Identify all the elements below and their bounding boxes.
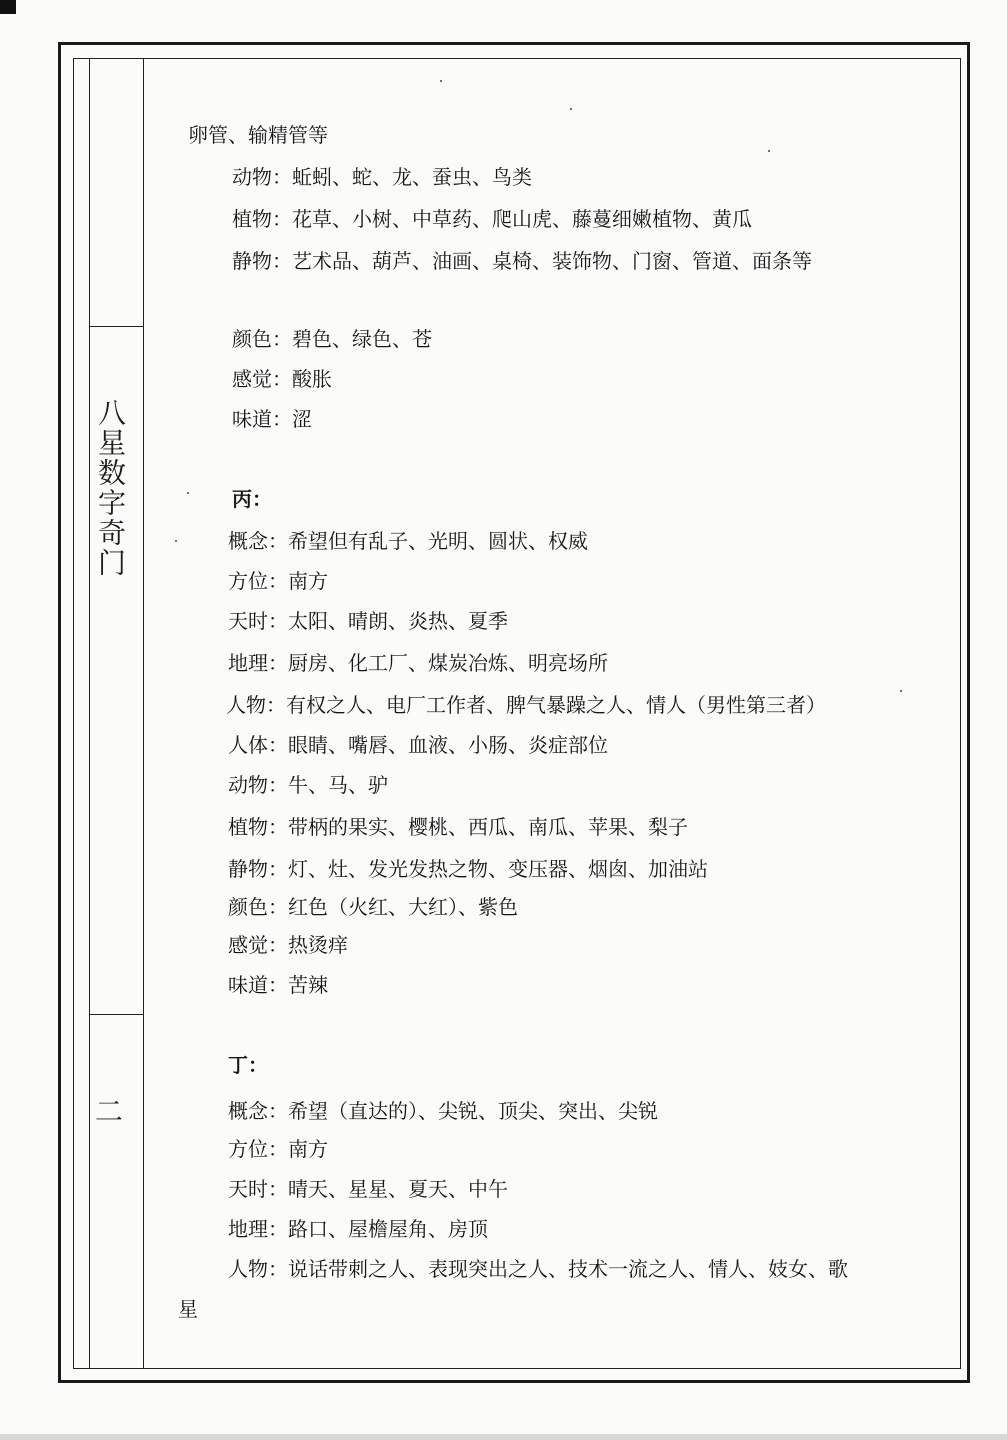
text-line: 颜色：红色（火红、大红）、紫色 (228, 895, 518, 919)
text-line: 天时：太阳、晴朗、炎热、夏季 (228, 609, 508, 633)
scan-bottom-edge (0, 1434, 1007, 1440)
sidebar-divider-top (89, 326, 144, 327)
text-line: 感觉：酸胀 (232, 367, 332, 391)
text-line: 植物：花草、小树、中草药、爬山虎、藤蔓细嫩植物、黄瓜 (232, 207, 752, 231)
text-line: 卵管、输精管等 (188, 123, 328, 147)
text-line: 味道：涩 (232, 407, 312, 431)
book-title: 八星数字奇门 (94, 398, 127, 578)
text-line: 味道：苦辣 (228, 973, 328, 997)
text-line: 概念：希望但有乱子、光明、圆状、权威 (228, 529, 588, 553)
text-line: 静物：灯、灶、发光发热之物、变压器、烟囱、加油站 (228, 857, 708, 881)
text-line: 植物：带柄的果实、樱桃、西瓜、南瓜、苹果、梨子 (228, 815, 688, 839)
scan-speck (187, 492, 189, 494)
text-line: 静物：艺术品、葫芦、油画、桌椅、装饰物、门窗、管道、面条等 (232, 249, 812, 273)
scan-speck (175, 540, 177, 542)
text-line: 感觉：热烫痒 (228, 933, 348, 957)
text-line: 人体：眼睛、嘴唇、血液、小肠、炎症部位 (228, 733, 608, 757)
page-number: 二 (94, 1095, 123, 1128)
text-line: 天时：晴天、星星、夏天、中午 (228, 1177, 508, 1201)
text-line: 人物：有权之人、电厂工作者、脾气暴躁之人、情人（男性第三者） (226, 693, 826, 717)
sidebar-column (89, 58, 144, 1369)
text-line: 方位：南方 (228, 1137, 328, 1161)
section-heading-bing: 丙： (232, 487, 272, 511)
scan-corner-mark (0, 0, 16, 14)
section-heading-ding: 丁： (228, 1053, 268, 1077)
text-line: 人物：说话带刺之人、表现突出之人、技术一流之人、情人、妓女、歌 (228, 1257, 848, 1281)
scan-speck (440, 80, 442, 82)
scan-speck (570, 108, 572, 110)
text-line: 动物：蚯蚓、蛇、龙、蚕虫、鸟类 (232, 165, 532, 189)
text-line: 概念：希望（直达的）、尖锐、顶尖、突出、尖锐 (228, 1099, 658, 1123)
text-line: 方位：南方 (228, 569, 328, 593)
text-line: 地理：厨房、化工厂、煤炭冶炼、明亮场所 (228, 651, 608, 675)
sidebar-divider-bottom (89, 1014, 144, 1015)
text-line: 动物：牛、马、驴 (228, 773, 388, 797)
scan-speck (768, 150, 770, 152)
text-line: 星 (178, 1297, 198, 1321)
scan-speck (900, 690, 902, 692)
text-line: 地理：路口、屋檐屋角、房顶 (228, 1217, 488, 1241)
text-line: 颜色：碧色、绿色、苍 (232, 327, 432, 351)
